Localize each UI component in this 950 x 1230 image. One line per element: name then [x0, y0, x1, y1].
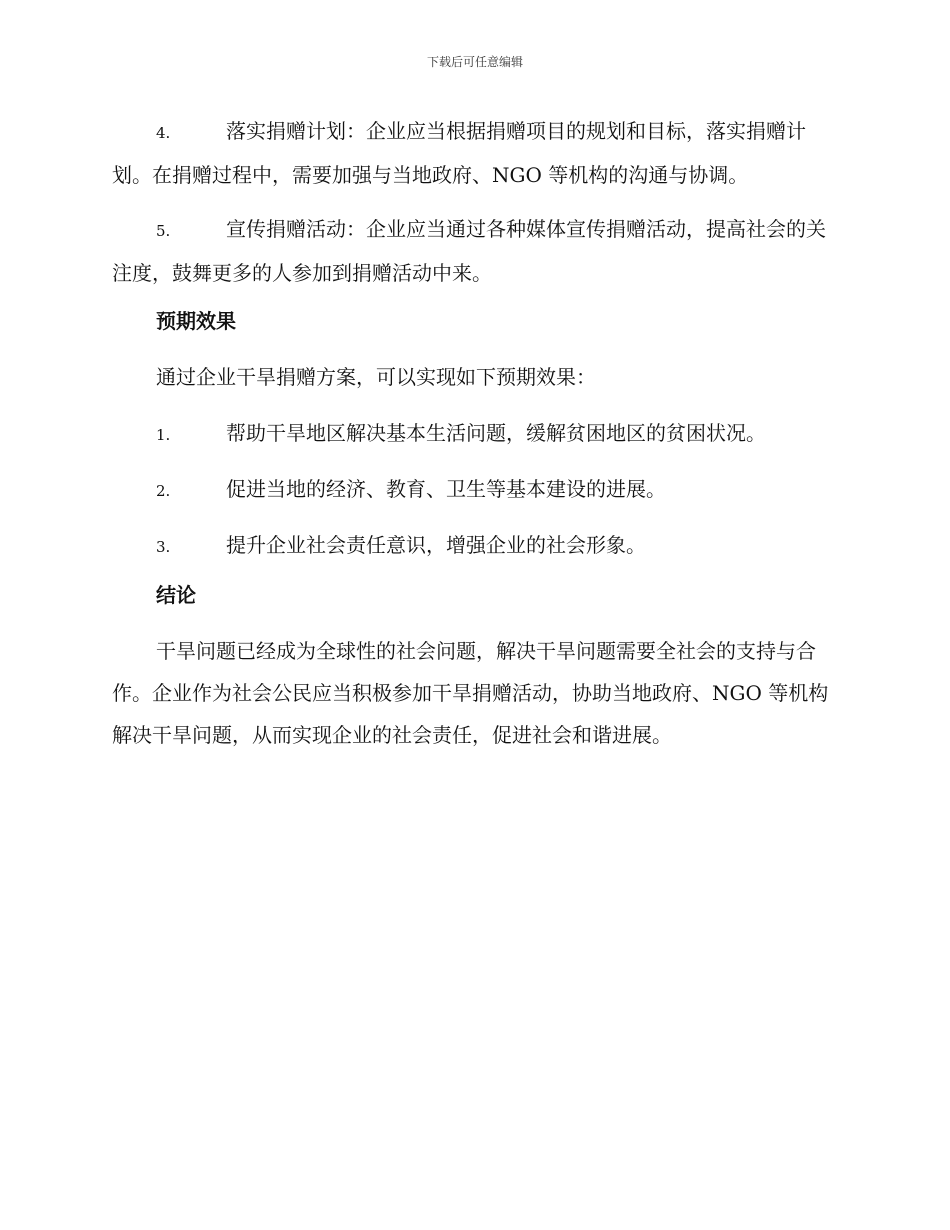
page-header: 下载后可任意编辑 — [426, 55, 523, 69]
effects-intro: 通过企业干旱捐赠方案，可以实现如下预期效果： — [156, 365, 596, 389]
list-item-plan-5 — [112, 208, 834, 294]
conclusion-paragraph: 干旱问题已经成为全球性的社会问题，解决干旱问题需要全社会的支持与合作。企业作为社会公民应当积极参加干旱捐赠活动，协助当地政府、NGO 等机构解决干旱问题，从而实现企业的社会责任，促进社会和谐进展。 — [112, 639, 829, 747]
list-number: 1. — [156, 426, 171, 444]
document-body — [112, 110, 834, 768]
list-item-effect-2 — [112, 468, 834, 512]
list-item-text: 提升企业社会责任意识，增强企业的社会形象。 — [226, 533, 646, 557]
list-item-effect-3 — [112, 524, 834, 568]
list-item-effect-1 — [112, 412, 834, 456]
list-item-text: 帮助干旱地区解决基本生活问题，缓解贫困地区的贫困状况。 — [226, 421, 766, 445]
section-heading-effects: 预期效果 — [156, 309, 236, 333]
list-item-text: 落实捐赠计划：企业应当根据捐赠项目的规划和目标，落实捐赠计划。在捐赠过程中，需要加强与当地政府、NGO 等机构的沟通与协调。 — [112, 119, 806, 187]
list-item-text: 宣传捐赠活动：企业应当通过各种媒体宣传捐赠活动，提高社会的关注度，鼓舞更多的人参加到捐赠活动中来。 — [112, 217, 826, 285]
list-number: 3. — [156, 538, 171, 556]
list-number: 4. — [156, 124, 171, 142]
list-item-text: 促进当地的经济、教育、卫生等基本建设的进展。 — [226, 477, 666, 501]
list-number: 5. — [156, 222, 171, 240]
list-number: 2. — [156, 482, 171, 500]
section-heading-conclusion: 结论 — [156, 583, 196, 607]
list-item-plan-4 — [112, 110, 834, 196]
